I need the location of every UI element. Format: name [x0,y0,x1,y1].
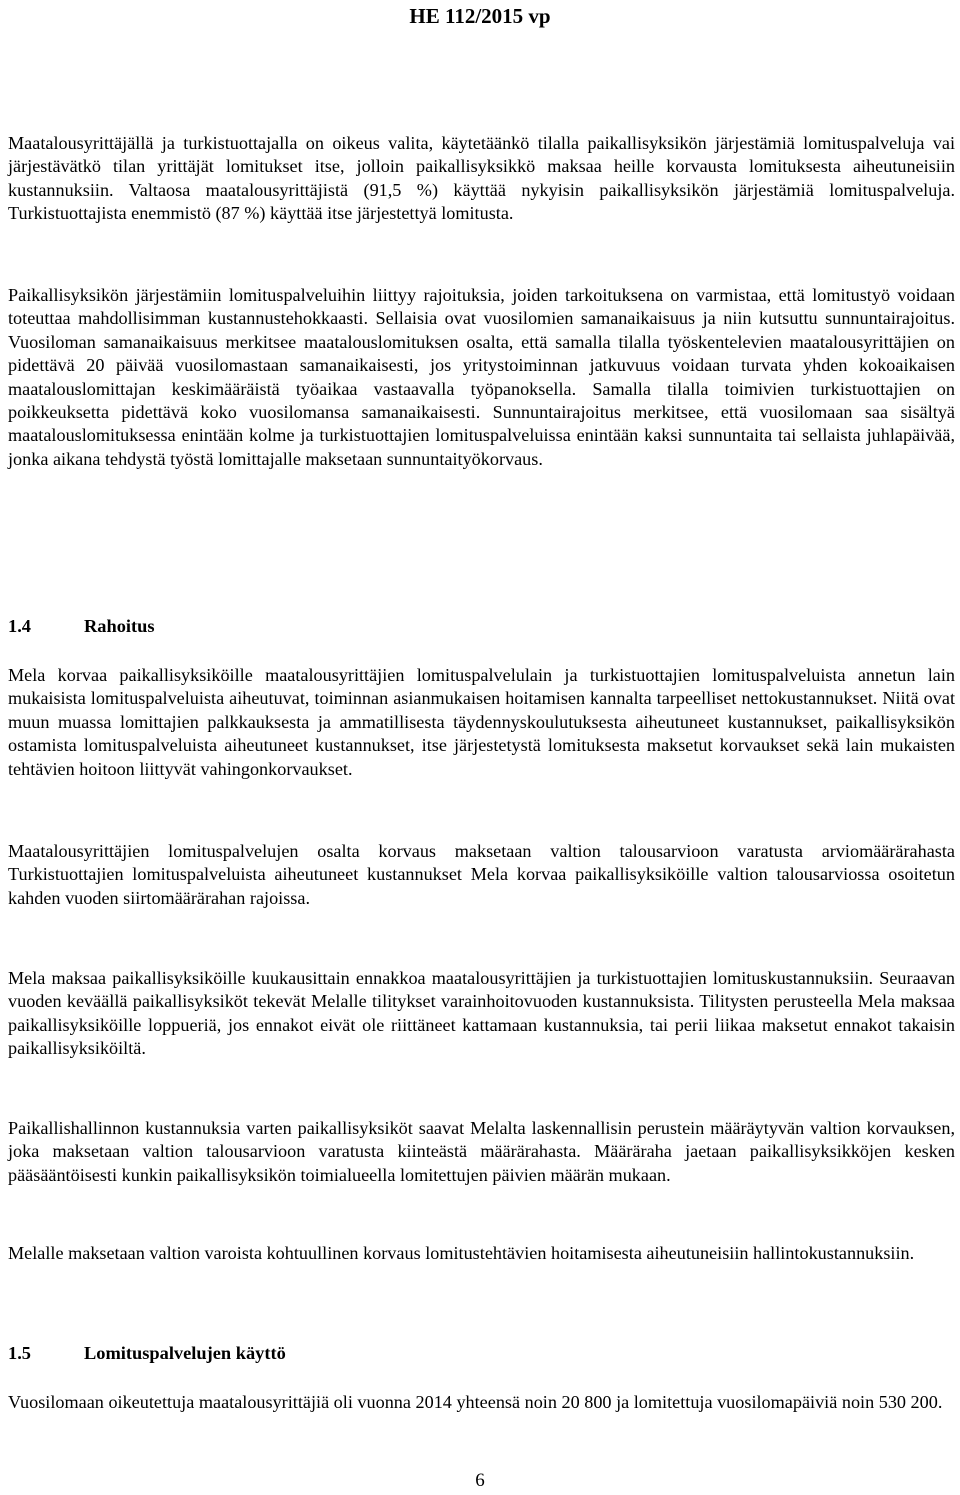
paragraph: Maatalousyrittäjällä ja turkistuottajalla on oikeus valita, käytetäänkö tilalla paikallisyksikön järjestämiä lomituspalveluja vai järjestävätkö tilan yrittäjät lomitukset itse, jolloin paikallisyksikkö maksaa heille korvausta lomituksesta aiheutuneisiin kustannuksiin. Valtaosa maatalousyrittäjistä (91,5 %) käyttää nykyisin paikallisyksikön järjestämiä lomituspalveluja. Turkistuottajista enemmistö (87 %) käyttää itse järjestettyä lomitusta. [8,133,955,224]
section-title: Lomituspalvelujen käyttö [84,1343,286,1363]
running-head: HE 112/2015 vp [409,4,551,28]
section-heading [8,614,155,638]
paragraph: Mela korvaa paikallisyksiköille maatalousyrittäjien lomituspalvelulain ja turkistuottajien lomituspalveluista annetun lain mukaisista lomituspalveluista aiheutuvat, toiminnan asianmukaisen hoitamisen kannalta tarpeelliset nettokustannukset. Niitä ovat muun muassa lomittajien palkkauksesta ja ammatillisesta täydennyskoulutuksesta aiheutuneet kustannukset, paikallisyksikön ostamista lomituspalveluista aiheutuneet kustannukset, itse järjestetystä lomituksesta maksetut korvaukset sekä lain mukaisten tehtävien hoitoon liittyvät vahingonkorvaukset. [8,665,955,779]
paragraph: Paikallisyksikön järjestämiin lomituspalveluihin liittyy rajoituksia, joiden tarkoituksena on varmistaa, että lomitustyö voidaan toteuttaa mahdollisimman kustannustehokkaasti. Sellaisia ovat vuosilomien samanaikaisuus ja niin kutsuttu sunnuntairajoitus. Vuosiloman samanaikaisuus merkitsee maatalouslomituksen osalta, että samalla tilalla työskentelevien maatalousyrittäjien on pidettävä 20 päivää vuosilomastaan samanaikaisesti, jos yritystoiminnan jatkuvuus voidaan turvata yhden kokoaikaisen maatalouslomittajan keskimääräistä työaikaa vastaavalla työpanoksella. Samalla tilalla toimivien turkistuottajien on poikkeuksetta pidettävä koko vuosilomansa samanaikaisesti. Sunnuntairajoitus merkitsee, että vuosilomaan saa sisältyä maatalouslomituksessa enintään kolme ja turkistuottajien lomituspalveluissa enintään kaksi sunnuntaita tai sellaista juhlapäivää, jonka aikana tehdystä työstä lomittajalle maksetaan sunnuntaityökorvaus. [8,285,955,469]
paragraph: Paikallishallinnon kustannuksia varten paikallisyksiköt saavat Melalta laskennallisin perustein määräytyvän valtion korvauksen, joka maksetaan valtion talousarvioon varatusta kiinteästä määrärahasta. Määräraha jaetaan paikallisyksikköjen kesken pääsääntöisesti kunkin paikallisyksikön toimialueella lomitettujen päivien määrän mukaan. [8,1118,955,1185]
section-heading [8,1341,286,1365]
paragraph: Melalle maksetaan valtion varoista kohtuullinen korvaus lomitustehtävien hoitamisesta aiheutuneisiin hallintokustannuksiin. [8,1243,915,1263]
section-title: Rahoitus [84,616,155,636]
paragraph: Mela maksaa paikallisyksiköille kuukausittain ennakkoa maatalousyrittäjien ja turkistuottajien lomituskustannuksiin. Seuraavan vuoden keväällä paikallisyksiköt tekevät Melalle tilitykset varainhoitovuoden kustannuksista. Tilitysten perusteella Mela maksaa paikallisyksiköille loppueriä, jos ennakot eivät ole riittäneet kattamaan kustannuksia, tai perii liikaa maksetut ennakot takaisin paikallisyksiköiltä. [8,968,955,1059]
page-number: 6 [475,1470,485,1491]
paragraph: Vuosilomaan oikeutettuja maatalousyrittäjiä oli vuonna 2014 yhteensä noin 20 800 ja lomitettuja vuosilomapäiviä noin 530 200. [8,1392,943,1412]
section-number: 1.4 [8,616,31,636]
paragraph: Maatalousyrittäjien lomituspalvelujen osalta korvaus maksetaan valtion talousarvioon varatusta arviomäärärahasta Turkistuottajien lomituspalveluista aiheutuneet kustannukset Mela korvaa paikallisyksiköille valtion talousarviossa osoitetun kahden vuoden siirtomäärärahan rajoissa. [8,841,955,908]
section-number: 1.5 [8,1343,31,1363]
